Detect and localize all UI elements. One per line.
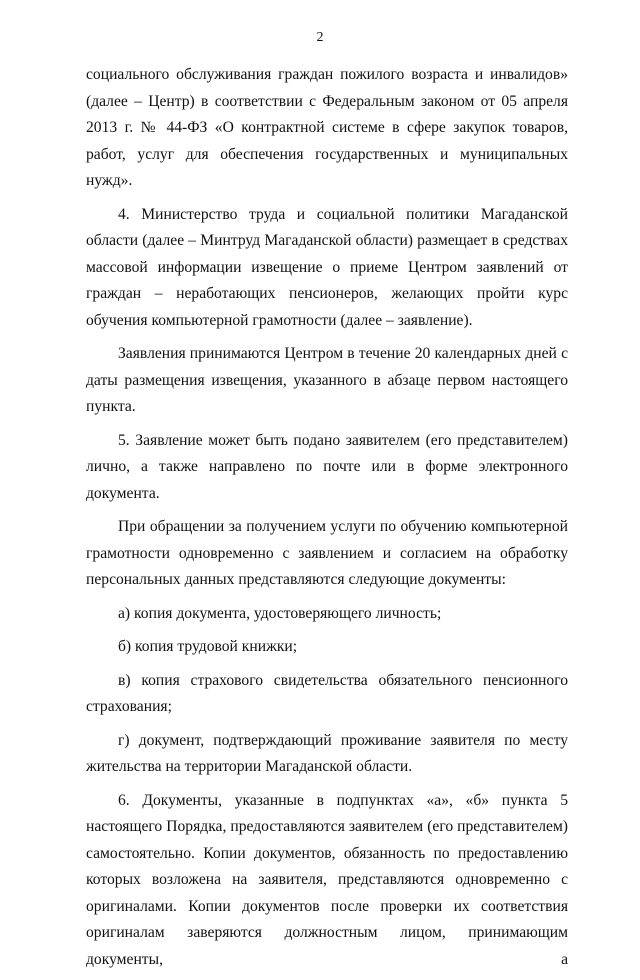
page-number: 2 — [316, 30, 324, 45]
list-item-b: б) копия трудовой книжки; — [118, 638, 298, 655]
list-item-g: г) документ, подтверждающий проживание заявителя по месту жительства на территории Магаданской области. — [86, 731, 568, 775]
paragraph-item-6: 6. Документы, указанные в подпунктах «а», «б» пункта 5 настоящего Порядка, предоставляются заявителем (его представителем) самостоятельно. Копии документов, обязанность по предоставлению которых возложена на заявителя, представляются одновременно с оригиналами. Копии документов после проверки их соответствия оригиналам заверяются должностным лицом, принимающим документы, а — [86, 791, 568, 968]
document-body — [86, 62, 568, 980]
paragraph-continuation: социального обслуживания граждан пожилого возраста и инвалидов» (далее – Центр) в соответствии с Федеральным законом от 05 апреля 2013 г. № 44-ФЗ «О контрактной системе в сфере закупок товаров, работ, услуг для обеспечения государственных и муниципальных нужд». — [86, 66, 568, 189]
paragraph-item-5: 5. Заявление может быть подано заявителем (его представителем) лично, а также направлено по почте или в форме электронного документа. — [86, 431, 568, 502]
list-item-v: в) копия страхового свидетельства обязательного пенсионного страхования; — [86, 671, 568, 715]
paragraph-documents-intro: При обращении за получением услуги по обучению компьютерной грамотности одновременно с заявлением и согласием на обработку персональных данных представляются следующие документы: — [86, 518, 568, 588]
list-item-a: а) копия документа, удостоверяющего личность; — [118, 604, 442, 622]
paragraph-applications-period: Заявления принимаются Центром в течение 20 календарных дней с даты размещения извещения, указанного в абзаце первом настоящего пункта. — [86, 345, 568, 415]
paragraph-item-4: 4. Министерство труда и социальной политики Магаданской области (далее – Минтруд Магаданской области) размещает в средствах массовой информации извещение о приеме Центром заявлений от граждан – неработающих пенсионеров, желающих пройти курс обучения компьютерной грамотности (далее – заявление). — [86, 205, 568, 329]
